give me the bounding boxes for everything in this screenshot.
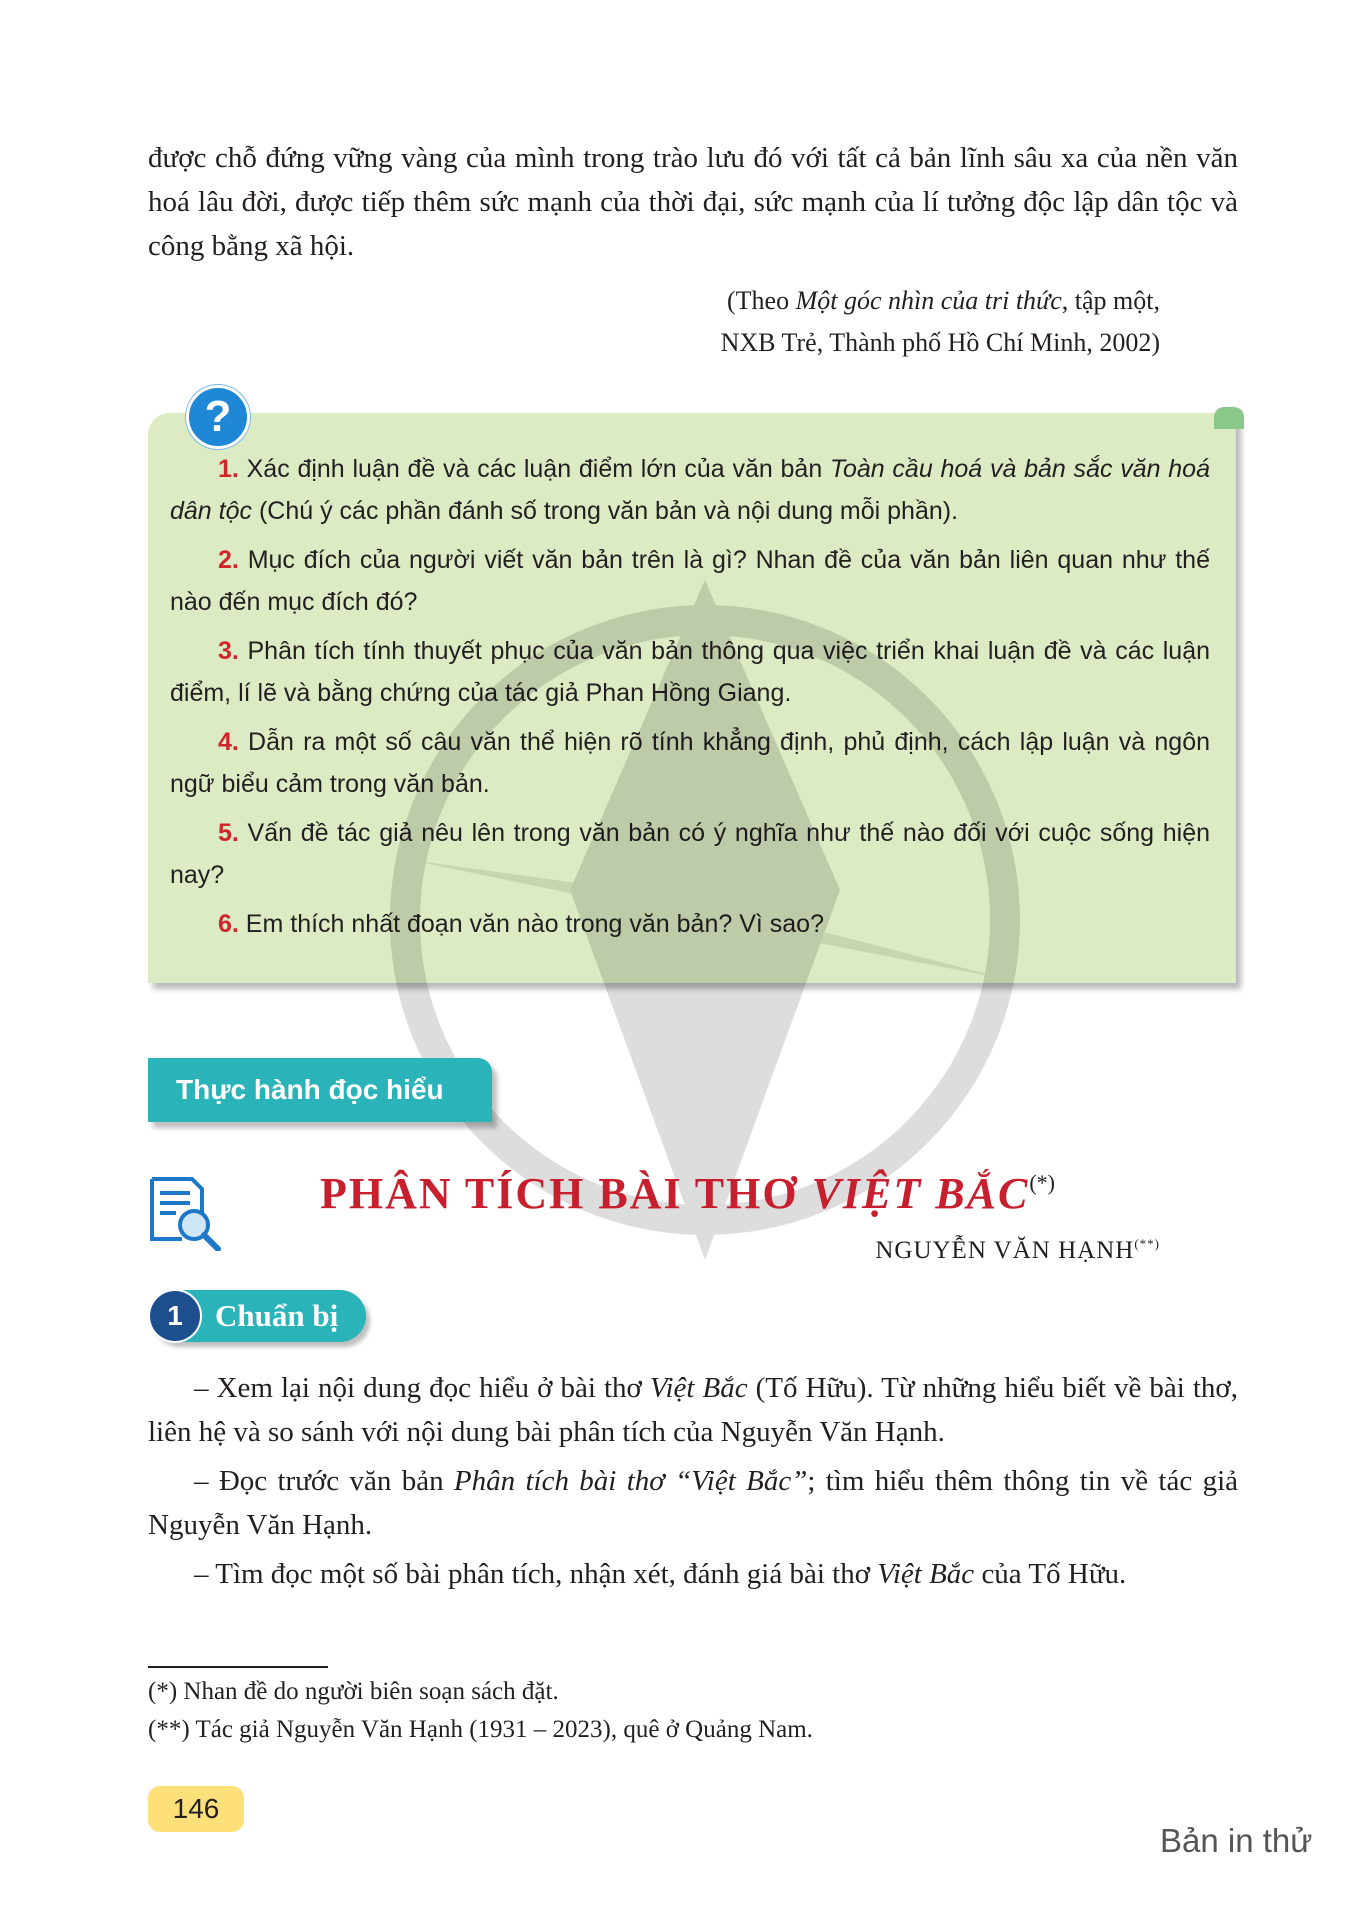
question-item-2 [170,539,1210,623]
question-item-3 [170,630,1210,714]
proof-label: Bản in thử [1160,1822,1313,1859]
title-plain: PHÂN TÍCH BÀI THƠ [320,1169,812,1218]
question-text: Phân tích tính thuyết phục của văn bản thông qua việc triển khai luận đề và các luận điểm, lí lẽ và bằng chứng của tác giả Phan Hồng Giang. [170,637,1210,707]
page-number: 146 [148,1786,244,1832]
source-line-1 [721,280,1160,322]
prep-italic: Việt Bắc [877,1558,975,1590]
prep-text-after: ; tìm hiểu thêm thông tin về tác giả Nguyễn Văn Hạnh. [148,1465,1238,1541]
question-mark-icon: ? [186,385,250,449]
question-number: 4. [218,728,239,756]
question-item-5 [170,812,1210,896]
question-number: 2. [218,546,239,574]
title-italic: VIỆT BẮC [811,1169,1030,1218]
question-item-1 [170,448,1210,532]
intro-paragraph [148,136,1238,268]
prep-heading-label: Chuẩn bị [215,1298,339,1333]
prep-text: – Đọc trước văn bản [194,1465,454,1497]
footnote-divider [148,1666,328,1668]
prep-text-after: (Tố Hữu). Từ những hiểu biết về bài thơ, liên hệ và so sánh với nội dung bài phân tích của Nguyễn Văn Hạnh. [148,1372,1238,1448]
question-number: 5. [218,819,239,847]
prep-paragraph-3 [148,1552,1238,1596]
source-prefix: (Theo [726,286,796,315]
question-text: Vấn đề tác giả nêu lên trong văn bản có ý nghĩa như thế nào đối với cuộc sống hiện nay? [170,819,1210,889]
source-citation [721,280,1160,364]
section-tab-reading-practice: Thực hành đọc hiểu [148,1058,492,1122]
author-footnote-mark: (**) [1134,1236,1160,1251]
prep-italic: Phân tích bài thơ “Việt Bắc” [453,1465,808,1497]
source-book-title: Một góc nhìn của tri thức [795,286,1062,315]
question-item-4 [170,721,1210,805]
document-search-icon [146,1175,222,1251]
author-name [875,1236,1160,1265]
question-text: Em thích nhất đoạn văn nào trong văn bản? Vì sao? [238,910,824,938]
question-number: 1. [218,455,239,483]
prep-paragraph-2 [148,1459,1238,1547]
questions-box-tab [1214,407,1244,429]
footnote-1: (*) Nhan đề do người biên soạn sách đặt. [148,1678,559,1705]
question-text: Dẫn ra một số câu văn thể hiện rõ tính khẳng định, phủ định, cách lập luận và ngôn ngữ biểu cảm trong văn bản. [170,728,1210,798]
prep-text: – Xem lại nội dung đọc hiểu ở bài thơ [194,1372,650,1404]
reading-title [320,1168,1055,1219]
question-text-after: (Chú ý các phần đánh số trong văn bản và nội dung mỗi phần). [252,497,959,525]
source-line-2: NXB Trẻ, Thành phố Hồ Chí Minh, 2002) [720,328,1160,357]
prep-text: – Tìm đọc một số bài phân tích, nhận xét, đánh giá bài thơ [194,1558,878,1590]
question-number: 6. [218,910,239,938]
question-text: Xác định luận đề và các luận điểm lớn của văn bản [238,455,830,483]
question-italic-text: Toàn cầu hoá và bản sắc văn hoá dân tộc [170,455,1210,525]
prep-paragraph-1 [148,1366,1238,1454]
prep-heading-number: 1 [150,1291,200,1341]
question-text: Mục đích của người viết văn bản trên là gì? Nhan đề của văn bản liên quan như thế nào đến mục đích đó? [170,546,1210,616]
source-suffix: , tập một, [1061,286,1160,315]
question-item-6 [170,903,1210,945]
prep-paragraphs [148,1366,1238,1601]
footnote-2: (**) Tác giả Nguyễn Văn Hạnh (1931 – 2023), quê ở Quảng Nam. [148,1716,813,1743]
author-text: NGUYỄN VĂN HẠNH [875,1237,1135,1264]
prep-italic: Việt Bắc [649,1372,748,1404]
questions-list [170,448,1210,952]
intro-text: được chỗ đứng vững vàng của mình trong trào lưu đó với tất cả bản lĩnh sâu xa của nền văn hoá lâu đời, được tiếp thêm sức mạnh của thời đại, sức mạnh của lí tưởng độc lập dân tộc và công bằng xã hội. [148,142,1238,262]
question-number: 3. [218,637,239,665]
title-footnote-mark: (*) [1029,1170,1055,1195]
prep-text-after: của Tố Hữu. [974,1558,1127,1590]
footnotes [148,1673,813,1749]
